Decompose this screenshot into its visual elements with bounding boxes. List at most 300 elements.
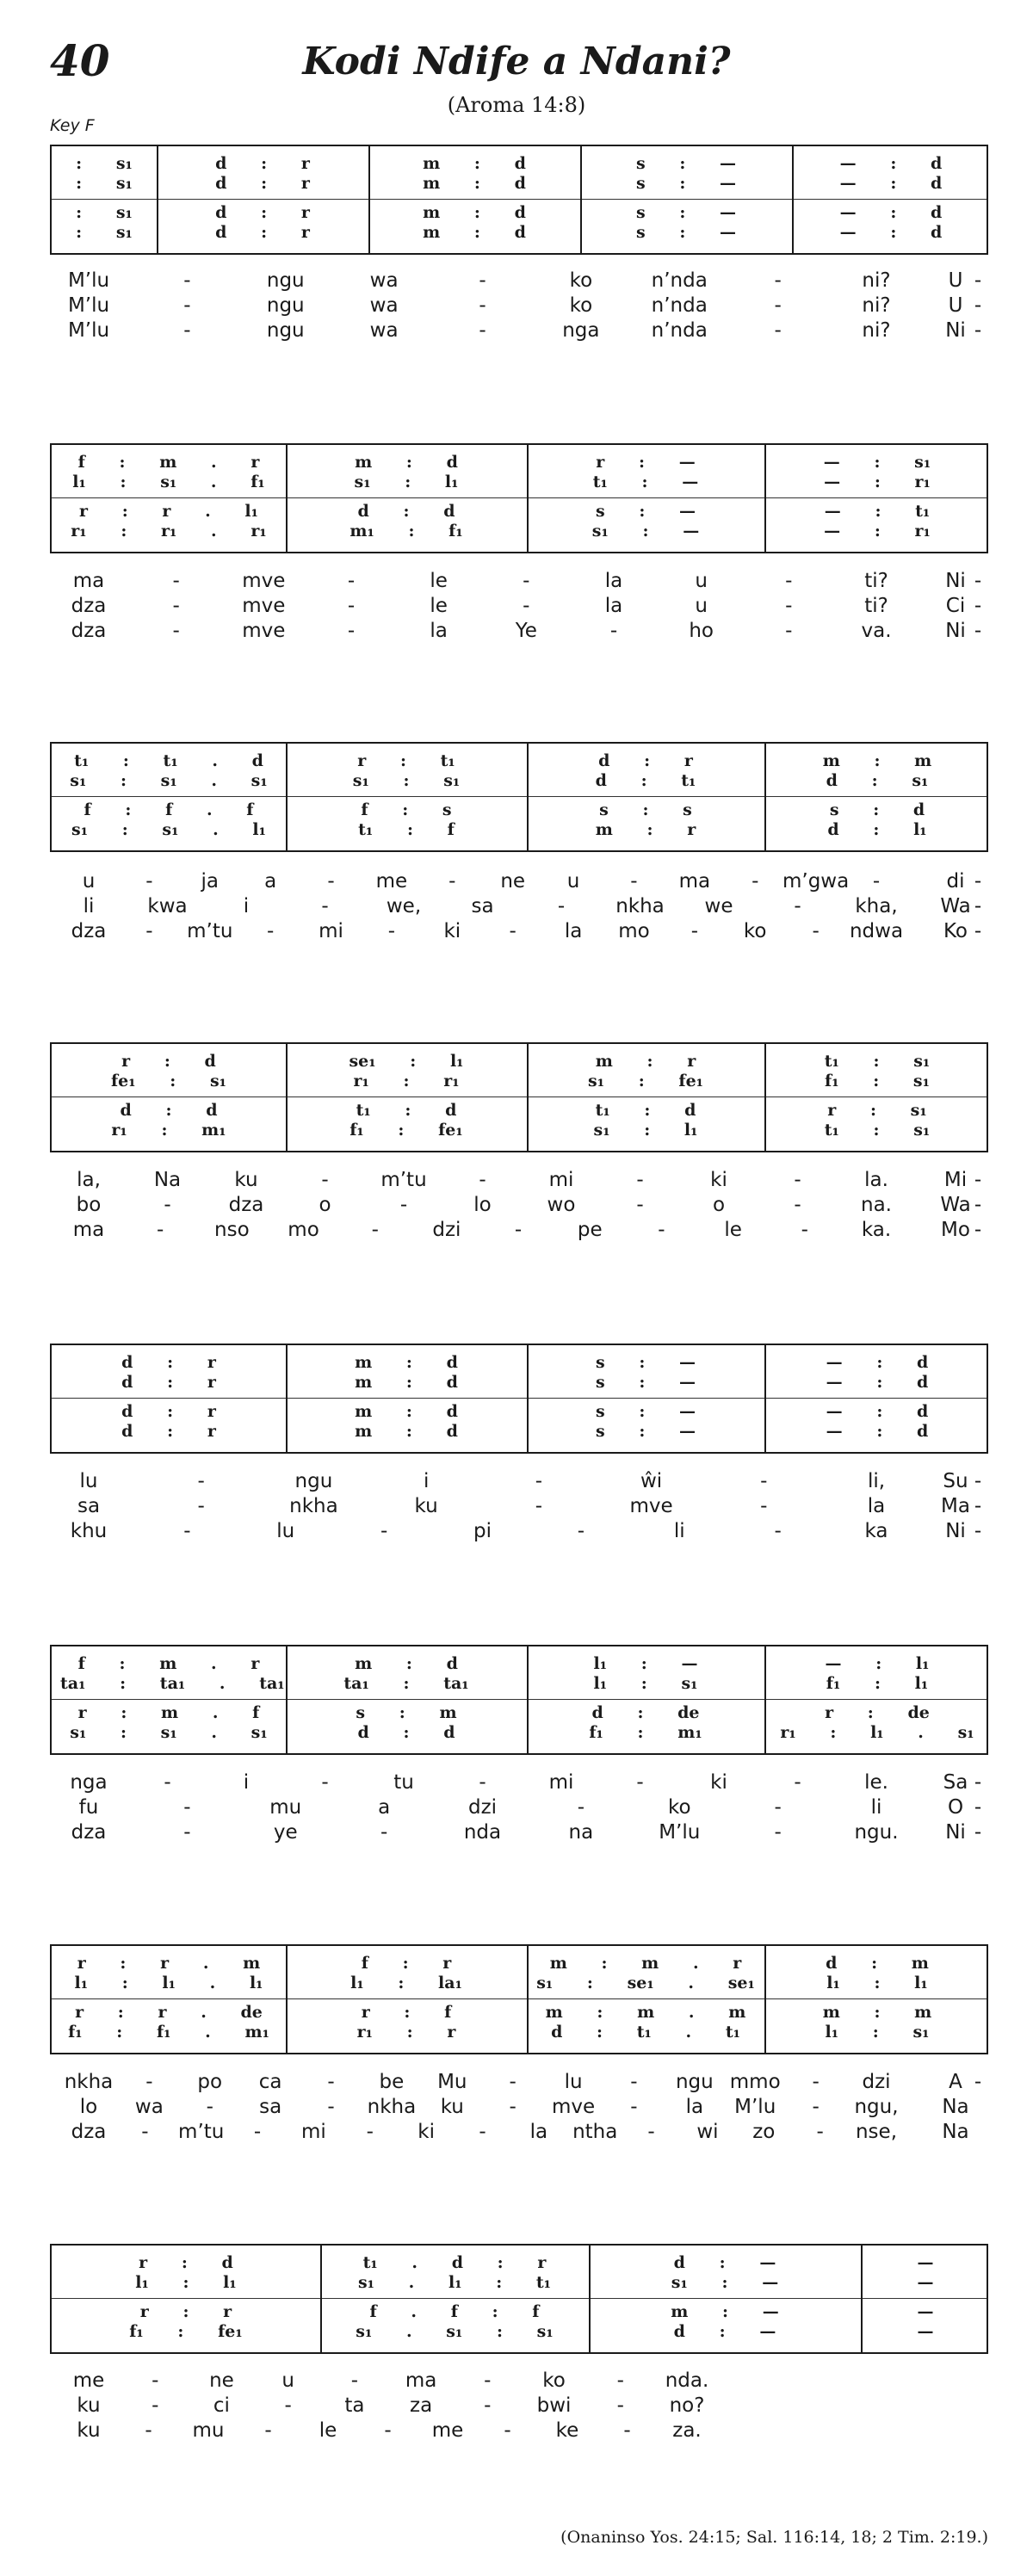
lyric-line (50, 1795, 988, 1820)
lyric-syllable: ko (667, 1796, 691, 1819)
lyric-syllable: - (152, 2394, 159, 2417)
measure-notes: t₁ : s₁ (824, 1121, 931, 1140)
lyric-syllable: - (157, 1219, 164, 1241)
measure-notes: fe₁ : s₁ (111, 1072, 226, 1090)
page-number: 40 (50, 35, 110, 86)
lyric-syllable: Wa (940, 1194, 971, 1216)
lyric-syllable: ndwa (849, 920, 904, 942)
references: (Onaninso Yos. 24:15; Sal. 116:14, 18; 2 Tim. 2:19.) (560, 2528, 988, 2547)
measure-notes: — : d (839, 203, 943, 222)
measure-notes: d : r (598, 751, 693, 770)
lyric-syllable: Ni (945, 1821, 966, 1844)
lyric-syllable: i (243, 1771, 250, 1794)
lyric-syllable: m’tu (178, 2121, 225, 2143)
lyric-syllable: - (794, 1169, 801, 1191)
measure-notes: s₁ : s₁ . s₁ (70, 771, 268, 790)
lyric-syllable: Mo (941, 1219, 970, 1241)
voice-row (52, 1401, 987, 1422)
lyric-syllable: nga (562, 319, 600, 342)
lyric-syllable: nso (214, 1219, 250, 1241)
lyric-syllable: - (690, 920, 698, 942)
lyric-syllable: - (266, 920, 275, 942)
voice-row (52, 1120, 987, 1140)
lyric-syllable: M’lu (67, 294, 110, 317)
lyric-syllable: n’nda (651, 319, 708, 342)
voice-row (52, 2272, 987, 2293)
lyric-syllable: a (378, 1796, 391, 1819)
voice-row (52, 452, 987, 473)
lyric-syllable: mve (242, 595, 286, 617)
lyric-syllable: ku (414, 1495, 438, 1517)
lyric-syllable: - (752, 870, 759, 893)
lyric-syllable: ku (77, 2394, 101, 2417)
lyric-syllable: ca (258, 2071, 282, 2093)
lyric-syllable: ta (344, 2394, 365, 2417)
lyric-syllable: na. (861, 1194, 892, 1216)
measure-notes: m : d (423, 223, 526, 242)
lyric-syllable: ke (555, 2419, 579, 2442)
lyric-syllable: O (947, 1796, 964, 1819)
lyric-syllable: nga (70, 1771, 108, 1794)
measure-notes: d : — (673, 2322, 776, 2341)
measure-notes: d : r (121, 1402, 216, 1421)
lyric-syllable: o (319, 1194, 331, 1216)
lyric-syllable: - (152, 2369, 159, 2392)
measure-notes: — (917, 2302, 934, 2321)
lyric-line (50, 919, 988, 944)
measure-notes: r : de (825, 1703, 930, 1722)
lyric-syllable: wa (369, 294, 399, 317)
voice-row (52, 1421, 987, 1442)
measure-notes: m : d (423, 154, 526, 173)
measure-notes: : s₁ (76, 203, 133, 222)
lyric-syllable: lo (473, 1194, 492, 1216)
staff-divider (52, 1398, 987, 1399)
lyric-syllable: u (695, 595, 708, 617)
lyric-syllable: li (673, 1520, 685, 1542)
lyric-syllable: mve (242, 570, 286, 592)
lyric-syllable: - (535, 1495, 542, 1517)
lyric-syllable: ngu (675, 2071, 714, 2093)
lyric-syllable: dza (71, 2121, 107, 2143)
measure-notes: — (917, 2322, 934, 2341)
lyric-syllable: - (321, 1169, 329, 1191)
staff-divider (52, 796, 987, 797)
lyric-line (50, 2070, 988, 2095)
lyric-syllable: - (760, 1470, 768, 1492)
measure-notes: s : — (635, 174, 737, 193)
lyric-syllable: Ko (943, 920, 968, 942)
lyric-syllable: le (319, 2419, 337, 2442)
lyric-syllable: dzi (432, 1219, 461, 1241)
lyric-syllable: - (816, 2121, 824, 2143)
measure-notes: : s₁ (76, 174, 133, 193)
measure-notes: ta₁ : ta₁ . ta₁ (60, 1674, 285, 1693)
voice-row (52, 2321, 987, 2342)
measure-notes: r : d (139, 2253, 233, 2272)
lyric-syllable: ku (234, 1169, 258, 1191)
lyric-syllable: li (83, 895, 95, 917)
lyric-syllable: ngu. (854, 1821, 899, 1844)
lyric-syllable: ngu (266, 269, 305, 292)
hymn-title: Kodi Ndife a Ndani? (302, 40, 731, 83)
lyric-syllable: mve (551, 2096, 596, 2118)
lyric-syllable: la (529, 2121, 548, 2143)
lyric-syllable: mi (301, 2121, 326, 2143)
measure-notes: f : r (361, 1954, 452, 1973)
lyric-syllable: a (264, 870, 277, 893)
lyric-syllable: - (183, 319, 191, 342)
lyric-line (50, 2369, 988, 2394)
lyric-syllable: - (974, 319, 982, 342)
lyric-syllable: - (264, 2419, 272, 2442)
lyric-syllable: la (430, 620, 448, 642)
lyric-syllable: sa (259, 2096, 282, 2118)
lyric-syllable: - (785, 595, 793, 617)
lyric-line (50, 1168, 988, 1193)
lyric-syllable: - (535, 1470, 542, 1492)
measure-notes: f : s (361, 800, 452, 819)
voice-row (52, 501, 987, 522)
measure-notes: m : — (671, 2302, 779, 2321)
measure-notes: — : d (839, 174, 943, 193)
lyric-syllable: - (371, 1219, 379, 1241)
lyric-syllable: - (164, 1771, 171, 1794)
measure-notes: m : d (423, 174, 526, 193)
lyric-syllable: - (523, 595, 530, 617)
measure-notes: t₁ : — (592, 473, 699, 491)
measure-notes: m : d (355, 453, 458, 472)
lyric-syllable: kwa (147, 895, 188, 917)
lyric-syllable: M’lu (734, 2096, 776, 2118)
lyric-syllable: Mu (437, 2071, 467, 2093)
lyric-syllable: ma (72, 570, 105, 592)
lyric-syllable: - (636, 1771, 644, 1794)
lyric-syllable: m’tu (380, 1169, 427, 1191)
lyric-syllable: la, (77, 1169, 101, 1191)
measure-notes: — : d (826, 1422, 929, 1441)
lyric-syllable: - (284, 2394, 292, 2417)
measure-notes: t₁ : f (358, 820, 455, 839)
measure-notes: s₁ : fe₁ (588, 1072, 703, 1090)
tonic-solfa-staff (50, 1645, 988, 1755)
measure-notes: d : de (591, 1703, 700, 1722)
lyric-syllable: la (867, 1495, 886, 1517)
measure-notes: : s₁ (76, 154, 133, 173)
voice-row (52, 1702, 987, 1723)
lyric-syllable: - (801, 1219, 808, 1241)
lyric-syllable: Sa (943, 1771, 968, 1794)
lyric-syllable: la (604, 595, 623, 617)
lyric-syllable: - (974, 1796, 982, 1819)
lyric-syllable: - (636, 1169, 644, 1191)
lyric-syllable: wa (134, 2096, 164, 2118)
lyric-syllable: la (604, 570, 623, 592)
lyric-syllable: nkha (615, 895, 665, 917)
lyric-syllable: wo (547, 1194, 576, 1216)
lyric-line (50, 269, 988, 293)
lyric-line (50, 2095, 988, 2120)
lyric-syllable: - (974, 1470, 982, 1492)
voice-row (52, 472, 987, 492)
lyrics-block (50, 269, 988, 343)
lyric-line (50, 894, 988, 919)
lyric-syllable: wa (369, 319, 399, 342)
lyric-syllable: u (82, 870, 96, 893)
voice-row (52, 1352, 987, 1373)
lyric-syllable: - (774, 1796, 782, 1819)
lyric-syllable: Ye (515, 620, 537, 642)
voice-row (52, 222, 987, 243)
tonic-solfa-staff (50, 742, 988, 852)
lyric-syllable: - (774, 294, 782, 317)
lyric-line (50, 594, 988, 619)
lyric-syllable: li, (867, 1470, 886, 1492)
lyric-syllable: u (695, 570, 708, 592)
measure-notes: s₁ : — (591, 522, 700, 541)
lyric-syllable: - (974, 2071, 982, 2093)
lyric-syllable: M’lu (659, 1821, 701, 1844)
lyric-syllable: le. (864, 1771, 888, 1794)
measure-notes: s₁ : l₁ (593, 1121, 698, 1140)
lyric-syllable: Ni (945, 620, 966, 642)
lyric-syllable: nse, (855, 2121, 898, 2143)
lyric-syllable: - (872, 870, 881, 893)
lyric-syllable: - (623, 2419, 631, 2442)
lyric-line (50, 2394, 988, 2418)
lyric-syllable: ja (201, 870, 220, 893)
lyric-syllable: mu (192, 2419, 225, 2442)
lyric-syllable: - (974, 1771, 982, 1794)
lyric-line (50, 1218, 988, 1243)
lyric-syllable: - (321, 1771, 329, 1794)
lyric-syllable: wi (696, 2121, 719, 2143)
tonic-solfa-staff (50, 2244, 988, 2354)
lyric-syllable: mve (629, 1495, 673, 1517)
lyric-syllable: - (557, 895, 566, 917)
lyric-syllable: - (774, 319, 782, 342)
lyric-syllable: - (172, 570, 180, 592)
measure-notes: s : — (595, 502, 696, 521)
voice-row (52, 173, 987, 194)
lyric-syllable: - (630, 870, 638, 893)
measure-notes: s : — (635, 203, 737, 222)
measure-notes: r : t₁ (357, 751, 455, 770)
lyric-syllable: Ni (945, 319, 966, 342)
measure-notes: — : d (839, 154, 943, 173)
lyric-syllable: - (785, 570, 793, 592)
lyric-syllable: mo (288, 1219, 319, 1241)
lyric-syllable: n’nda (651, 294, 708, 317)
lyric-syllable: mu (269, 1796, 302, 1819)
measure-notes: d : m (826, 1954, 929, 1973)
lyric-syllable: ma (72, 1219, 105, 1241)
voice-row (52, 202, 987, 223)
measure-notes: d : d (357, 1723, 455, 1742)
lyric-syllable: - (183, 269, 191, 292)
voice-row (52, 1722, 987, 1743)
lyric-syllable: nkha (289, 1495, 338, 1517)
lyric-syllable: nkha (367, 2096, 417, 2118)
lyric-syllable: - (366, 2121, 374, 2143)
lyric-syllable: mi (319, 920, 343, 942)
measure-notes: s : — (595, 1353, 696, 1372)
lyric-syllable: - (974, 1194, 982, 1216)
lyric-syllable: ngu, (854, 2096, 899, 2118)
lyric-syllable: ti? (864, 570, 888, 592)
measure-notes: m : m (822, 751, 932, 770)
lyric-syllable: po (197, 2071, 223, 2093)
measure-notes: s₁ : l₁ (354, 473, 459, 491)
lyric-line (50, 1770, 988, 1795)
measure-notes: d : l₁ (827, 820, 927, 839)
tonic-solfa-staff (50, 443, 988, 553)
lyric-syllable: ka. (861, 1219, 892, 1241)
lyric-syllable: - (479, 1169, 486, 1191)
lyric-syllable: ma (405, 2369, 437, 2392)
lyric-syllable: - (327, 2071, 335, 2093)
lyric-syllable: mi (548, 1169, 574, 1191)
lyric-syllable: m’gwa (782, 870, 850, 893)
lyric-syllable: m’tu (187, 920, 233, 942)
lyric-syllable: we, (386, 895, 422, 917)
measure-notes: f : m . r (77, 453, 260, 472)
lyrics-block (50, 1469, 988, 1544)
lyric-syllable: A (949, 2071, 962, 2093)
lyric-syllable: - (785, 620, 793, 642)
lyric-syllable: i (243, 895, 250, 917)
lyric-syllable: sa (77, 1495, 101, 1517)
lyric-syllable: u (281, 2369, 294, 2392)
measure-notes: — : r₁ (824, 522, 931, 541)
lyric-syllable: we (704, 895, 733, 917)
lyric-syllable: n’nda (651, 269, 708, 292)
measure-notes: m : r (595, 820, 696, 839)
tonic-solfa-staff (50, 1944, 988, 2054)
measure-notes: m : m . m (545, 2003, 746, 2022)
lyric-syllable: - (812, 920, 820, 942)
lyric-line (50, 1820, 988, 1845)
lyric-syllable: - (509, 2096, 516, 2118)
scripture-subtitle: (Aroma 14:8) (447, 93, 586, 117)
lyric-syllable: - (172, 620, 180, 642)
lyric-syllable: - (399, 1194, 408, 1216)
lyric-syllable: di (946, 870, 965, 893)
lyric-syllable: - (616, 2394, 624, 2417)
lyric-syllable: - (183, 1520, 191, 1542)
measure-notes: — : d (839, 223, 943, 242)
lyric-syllable: bwi (536, 2394, 572, 2417)
measure-notes: s : — (635, 154, 737, 173)
measure-notes: r : — (596, 453, 696, 472)
lyric-line (50, 569, 988, 594)
lyric-syllable: - (794, 1771, 801, 1794)
lyric-syllable: be (379, 2071, 405, 2093)
lyric-syllable: - (774, 1520, 782, 1542)
lyric-syllable: - (384, 2419, 392, 2442)
lyric-syllable: ma (678, 870, 711, 893)
measure-notes: d : r (215, 154, 310, 173)
lyric-syllable: - (145, 920, 153, 942)
lyric-syllable: ni? (862, 269, 891, 292)
measure-notes: s : d (829, 800, 925, 819)
lyric-syllable: ne (209, 2369, 234, 2392)
measure-notes: d : s₁ (826, 771, 929, 790)
lyric-syllable: - (794, 895, 801, 917)
lyric-syllable: ŵi (640, 1470, 663, 1492)
measure-notes: l₁ : l₁ (135, 2273, 237, 2292)
tonic-solfa-staff (50, 145, 988, 255)
lyric-syllable: ngu (294, 1470, 333, 1492)
measure-notes: r₁ : r₁ . r₁ (71, 522, 267, 541)
lyric-syllable: no? (669, 2394, 705, 2417)
measure-notes: r : s₁ (827, 1101, 927, 1120)
lyric-syllable: ka (864, 1520, 888, 1542)
measure-notes: d : t₁ . t₁ (551, 2023, 740, 2042)
lyric-syllable: - (206, 2096, 213, 2118)
lyric-syllable: - (504, 2419, 511, 2442)
lyric-syllable: - (974, 294, 982, 317)
measure-notes: — : d (826, 1353, 929, 1372)
lyric-syllable: dza (71, 595, 107, 617)
lyric-syllable: - (350, 2369, 359, 2392)
lyric-syllable: mmo (729, 2071, 781, 2093)
lyric-syllable: - (253, 2121, 262, 2143)
staff-divider (52, 2298, 987, 2299)
lyric-line (50, 318, 988, 343)
measure-notes: f₁ : m₁ (589, 1723, 702, 1742)
lyric-syllable: i (423, 1470, 430, 1492)
lyric-syllable: - (974, 1520, 982, 1542)
lyric-line (50, 1469, 988, 1494)
lyric-syllable: nda. (665, 2369, 709, 2392)
lyric-syllable: - (387, 920, 396, 942)
lyric-syllable: za (410, 2394, 433, 2417)
measure-notes: — (917, 2273, 934, 2292)
lyric-line (50, 2418, 988, 2443)
measure-notes: s : — (595, 1373, 696, 1392)
lyric-syllable: - (479, 294, 486, 317)
measure-notes: s : m (356, 1703, 457, 1722)
measure-notes: t₁ : t₁ . d (74, 751, 263, 770)
measure-notes: r : r . m (77, 1954, 261, 1973)
lyric-syllable: ngu (266, 319, 305, 342)
lyric-syllable: U (948, 269, 963, 292)
lyric-syllable: - (794, 1194, 801, 1216)
measure-notes: m₁ : f₁ (349, 522, 463, 541)
measure-notes: f₁ : fe₁ (129, 2322, 243, 2341)
measure-notes: — : l₁ (825, 1654, 930, 1673)
lyric-syllable: - (974, 620, 982, 642)
measure-notes: d : — (673, 2253, 776, 2272)
lyric-syllable: - (183, 1821, 191, 1844)
measure-notes: r : r . de (75, 2003, 263, 2022)
lyric-syllable: - (145, 870, 153, 893)
lyrics-block (50, 569, 988, 644)
lyric-syllable: ci (213, 2394, 230, 2417)
lyric-syllable: ho (689, 620, 714, 642)
lyric-syllable: u (566, 870, 580, 893)
voice-row (52, 819, 987, 840)
measure-notes: r : m . f (77, 1703, 260, 1722)
measure-notes: — : s₁ (823, 453, 931, 472)
lyric-syllable: ni? (862, 294, 891, 317)
lyric-syllable: - (509, 920, 516, 942)
lyric-syllable: Na (153, 1169, 182, 1191)
lyric-syllable: Mi (943, 1169, 968, 1191)
lyric-syllable: li (870, 1796, 882, 1819)
measure-notes: s : — (595, 1422, 696, 1441)
